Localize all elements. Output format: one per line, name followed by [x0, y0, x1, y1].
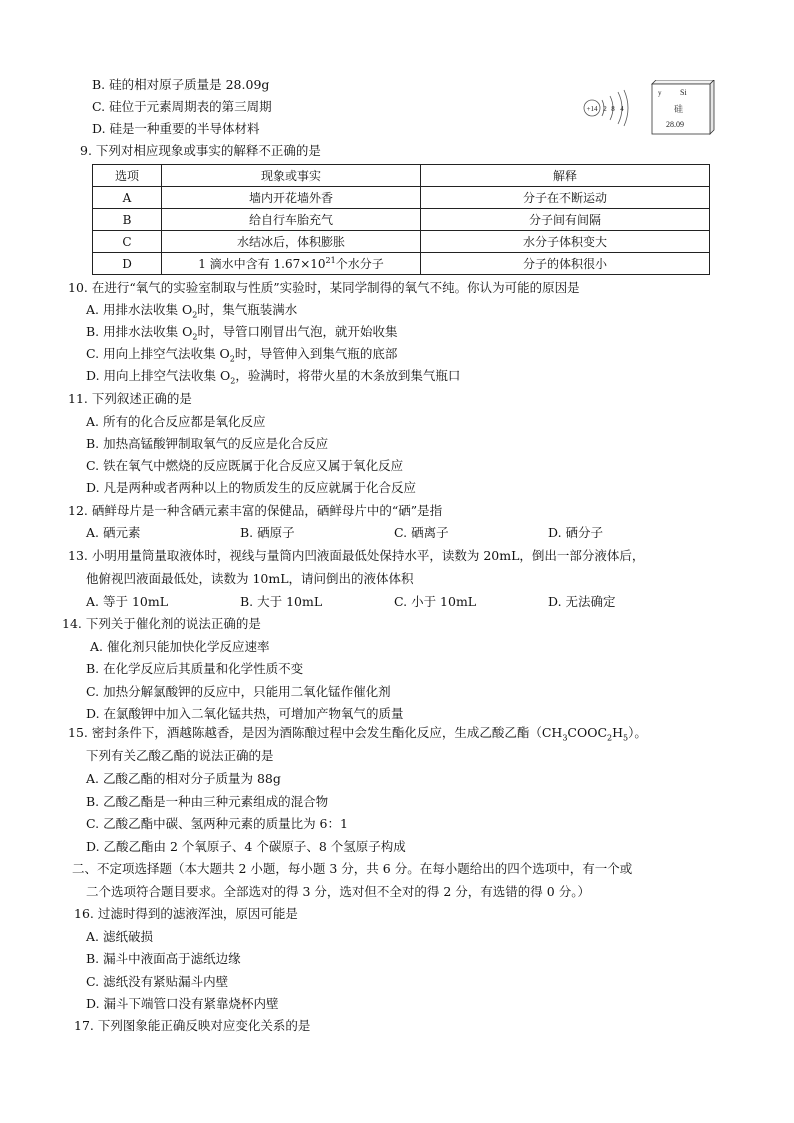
q13-option-d: D. 无法确定	[548, 594, 616, 609]
exponent: 21	[325, 256, 336, 265]
row-explanation: 分子间有间隔	[421, 209, 710, 231]
element-symbol: Si	[680, 88, 687, 97]
table-row	[93, 209, 710, 231]
section2-heading-line1: 二、不定项选择题（本大题共 2 小题，每小题 3 分，共 6 分。在每小题给出的四个选项中，有一个或	[72, 861, 633, 876]
q17-stem: 17. 下列图象能正确反映对应变化关系的是	[74, 1018, 311, 1033]
section2-heading-line2: 二个选项符合题目要求。全部选对的得 3 分，选对但不全对的得 2 分，有选错的得 0 分。）	[86, 884, 590, 899]
q15-stem-line2: 下列有关乙酸乙酯的说法正确的是	[86, 748, 274, 763]
table-row	[93, 231, 710, 253]
q13-option-b: B. 大于 10mL	[240, 594, 323, 609]
q15-option-a: A. 乙酸乙酯的相对分子质量为 88g	[86, 771, 281, 786]
element-name: 硅	[674, 105, 684, 115]
q13-options	[0, 594, 794, 610]
q13-option-a: A. 等于 10mL	[86, 594, 169, 609]
header-explanation: 解释	[421, 165, 710, 187]
q11-option-c: C. 铁在氧气中燃烧的反应既属于化合反应又属于氧化反应	[86, 458, 404, 473]
row-explanation: 分子在不断运动	[421, 187, 710, 209]
q15-stem-line1: 15. 密封条件下，酒越陈越香，是因为酒陈酿过程中会发生酯化反应，生成乙酸乙酯$(CH_3COOC_2H_5)$。	[68, 725, 647, 743]
fact-text: 个水分子	[335, 257, 384, 271]
silicon-figure	[578, 80, 718, 140]
q15-option-c: C. 乙酸乙酯中碳、氢两种元素的质量比为 6：1	[86, 816, 348, 831]
q12-options	[0, 525, 794, 541]
q14-option-a: A. 催化剂只能加快化学反应速率	[90, 639, 270, 654]
q8-option-d: D. 硅是一种重要的半导体材料	[92, 121, 260, 136]
q14-option-d: D. 在氯酸钾中加入二氧化锰共热，可增加产物氧气的质量	[86, 706, 404, 721]
q16-option-d: D. 漏斗下端管口没有紧靠烧杯内壁	[86, 996, 279, 1011]
q12-option-a: A. 硒元素	[86, 525, 141, 540]
q11-stem: 11. 下列叙述正确的是	[68, 391, 192, 406]
q16-option-a: A. 滤纸破损	[86, 929, 153, 944]
row-option: A	[93, 187, 162, 209]
q8-option-c: C. 硅位于元素周期表的第三周期	[92, 99, 272, 114]
q15-option-b: B. 乙酸乙酯是一种由三种元素组成的混合物	[86, 794, 329, 809]
q10-option-b: B. 用排水法收集 $O_2$时，导管口刚冒出气泡，就开始收集	[86, 324, 398, 342]
atom-nucleus: +14	[586, 105, 598, 113]
q14-stem: 14. 下列关于催化剂的说法正确的是	[62, 616, 261, 631]
q10-option-c: C. 用向上排空气法收集 $O_2$时，导管伸入到集气瓶的底部	[86, 346, 398, 364]
q10-stem: 10. 在进行“氧气的实验室制取与性质”实验时，某同学制得的氧气不纯。你认为可能的原因是	[68, 280, 580, 295]
row-fact: 水结冰后，体积膨胀	[162, 231, 421, 253]
q8-option-b: B. 硅的相对原子质量是 28.09g	[92, 77, 270, 92]
q16-stem: 16. 过滤时得到的滤液浑浊，原因可能是	[74, 906, 298, 921]
q16-option-b: B. 漏斗中液面高于滤纸边缘	[86, 951, 241, 966]
q12-option-c: C. 硒离子	[394, 525, 449, 540]
row-option: C	[93, 231, 162, 253]
q12-stem: 12. 硒鲜母片是一种含硒元素丰富的保健品，硒鲜母片中的“硒”是指	[68, 503, 443, 518]
fact-text: 1 滴水中含有 1.67×10	[198, 257, 326, 271]
q16-option-c: C. 滤纸没有紧贴漏斗内壁	[86, 974, 229, 989]
shell-1-count: 2	[603, 105, 607, 113]
q15-option-d: D. 乙酸乙酯由 2 个氧原子、4 个碳原子、8 个氢原子构成	[86, 839, 406, 854]
row-fact: 给自行车胎充气	[162, 209, 421, 231]
row-fact	[162, 253, 421, 275]
q11-option-a: A. 所有的化合反应都是氧化反应	[86, 414, 266, 429]
header-option: 选项	[93, 165, 162, 187]
q13-option-c: C. 小于 10mL	[394, 594, 477, 609]
q11-option-d: D. 凡是两种或者两种以上的物质发生的反应就属于化合反应	[86, 480, 417, 495]
q10-option-d: D. 用向上排空气法收集 $O_2$，验满时，将带火星的木条放到集气瓶口	[86, 368, 461, 386]
q14-option-c: C. 加热分解氯酸钾的反应中，只能用二氧化锰作催化剂	[86, 684, 391, 699]
q9-table	[92, 164, 710, 275]
table-header-row	[93, 165, 710, 187]
shell-3-count: 4	[620, 105, 624, 113]
element-mass: 28.09	[666, 120, 684, 129]
element-number: y	[658, 89, 662, 97]
q14-option-b: B. 在化学反应后其质量和化学性质不变	[86, 661, 304, 676]
row-fact: 墙内开花墙外香	[162, 187, 421, 209]
q10-option-a: A. 用排水法收集 $O_2$时，集气瓶装满水	[86, 302, 298, 320]
row-option: B	[93, 209, 162, 231]
q12-option-d: D. 硒分子	[548, 525, 604, 540]
row-option: D	[93, 253, 162, 275]
q12-option-b: B. 硒原子	[240, 525, 295, 540]
table-row	[93, 187, 710, 209]
q13-stem-line2: 他俯视凹液面最低处，读数为 10mL，请问倒出的液体体积	[86, 571, 414, 586]
row-explanation: 水分子体积变大	[421, 231, 710, 253]
q13-stem-line1: 13. 小明用量筒量取液体时，视线与量筒内凹液面最低处保持水平，读数为 20mL，倒出一部分液体后，	[68, 548, 645, 563]
header-fact: 现象或事实	[162, 165, 421, 187]
shell-2-count: 8	[611, 105, 615, 113]
q11-option-b: B. 加热高锰酸钾制取氧气的反应是化合反应	[86, 436, 329, 451]
row-explanation: 分子的体积很小	[421, 253, 710, 275]
q9-stem: 9. 下列对相应现象或事实的解释不正确的是	[80, 143, 321, 158]
table-row	[93, 253, 710, 275]
